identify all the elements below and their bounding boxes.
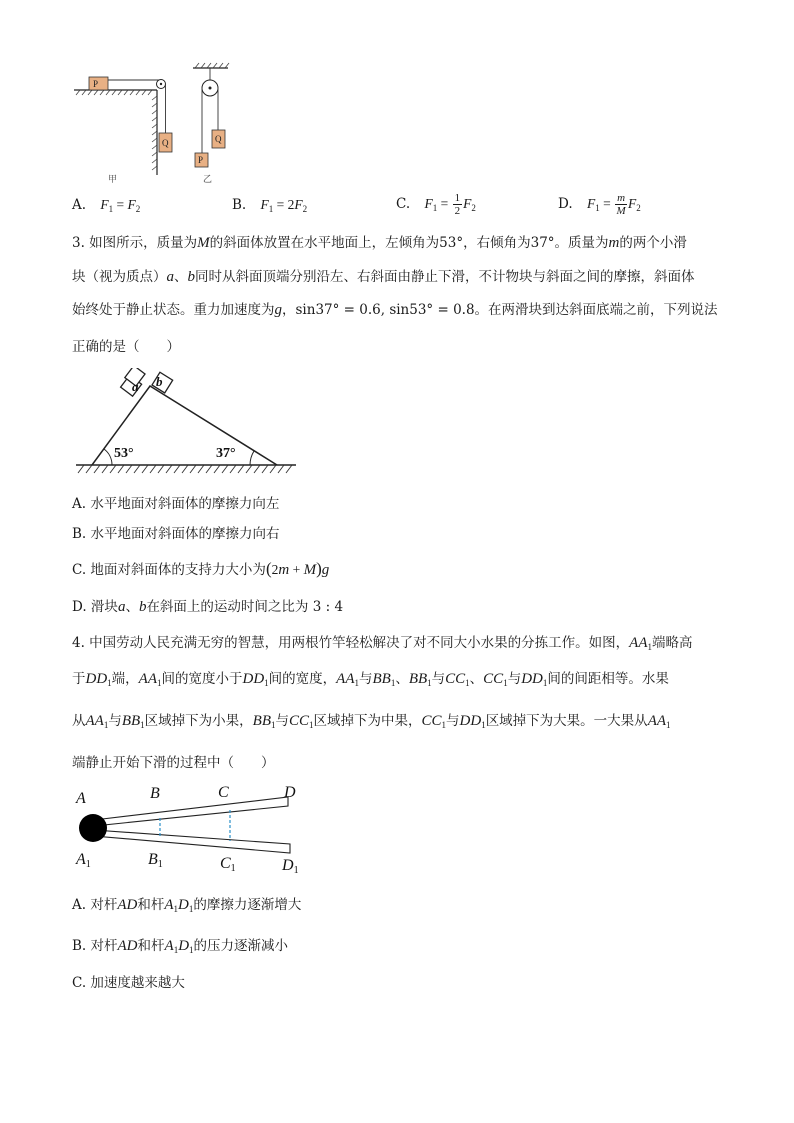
- label-C1: C1: [220, 855, 236, 874]
- caption-jia: 甲: [108, 174, 118, 184]
- label-p2: P: [198, 155, 204, 165]
- q4-option-b[interactable]: B. 对杆AD和杆$A_1D_1$的压力逐渐减小: [72, 938, 289, 955]
- label-D: D: [284, 784, 296, 801]
- block-a-label: a: [132, 379, 139, 394]
- q3-option-b[interactable]: B. 水平地面对斜面体的摩擦力向右: [72, 526, 280, 542]
- label-D1: D1: [282, 857, 299, 876]
- q2-option-d-letter: D.: [558, 196, 573, 212]
- q2-option-c[interactable]: C. $F_1$ = $\frac{1}{2}$ $F_2$: [396, 192, 476, 217]
- q3-line-4: 正确的是（ ）: [72, 339, 180, 355]
- label-p1: P: [93, 79, 99, 89]
- q3-option-a[interactable]: A. 水平地面对斜面体的摩擦力向左: [72, 496, 280, 512]
- label-q1: Q: [162, 138, 169, 148]
- block-b-label: b: [156, 374, 163, 389]
- q2-option-c-letter: C.: [396, 196, 411, 212]
- q3-line-1: 3. 如图所示，质量为M的斜面体放置在水平地面上，左倾角为53°，右倾角为37°。质量为m的两个小滑: [72, 235, 687, 251]
- q2-option-b[interactable]: B. $F_1 = 2F_2$: [232, 197, 308, 214]
- pulley-figure: [60, 55, 260, 190]
- q2-option-a[interactable]: A. $F_1 = F_2$: [72, 197, 141, 214]
- angle-37-label: 37°: [216, 446, 236, 461]
- q3-option-d[interactable]: D. 滑块a、b在斜面上的运动时间之比为 3 : 4: [72, 599, 344, 615]
- wedge-figure: [70, 368, 305, 478]
- q4-option-c[interactable]: C. 加速度越来越大: [72, 975, 185, 991]
- label-B: B: [150, 785, 160, 802]
- q2-option-a-letter: A.: [72, 197, 87, 213]
- label-A1: A1: [76, 851, 91, 870]
- angle-53-label: 53°: [114, 446, 134, 461]
- q2-option-d[interactable]: D. $F_1$ = $\frac{m}{M}$ $F_2$: [558, 192, 641, 217]
- poles-figure: [70, 780, 310, 880]
- q4-option-a[interactable]: A. 对杆AD和杆$A_1D_1$的摩擦力逐渐增大: [72, 897, 302, 914]
- q4-line-2: 于$DD_1$端，$AA_1$间的宽度小于$DD_1$间的宽度，$AA_1$与$BB_1$、$BB_1$与$CC_1$、$CC_1$与$DD_1$间的间距相等。水果: [72, 671, 669, 688]
- caption-yi: 乙: [203, 174, 213, 184]
- block-p-table: [89, 77, 108, 90]
- q3-option-c[interactable]: C. 地面对斜面体的支持力大小为(2m + M)g: [72, 559, 330, 578]
- label-B1: B1: [148, 851, 163, 870]
- fruit-ball: [79, 814, 107, 842]
- label-A: A: [76, 790, 86, 807]
- label-C: C: [218, 784, 229, 801]
- q4-line-1: 4. 中国劳动人民充满无穷的智慧，用两根竹竿轻松解决了对不同大小水果的分拣工作。如图，$AA_1$端略高: [72, 635, 693, 652]
- q3-line-3: 始终处于静止状态。重力加速度为g，sin37° = 0.6, sin53° = 0.8。在两滑块到达斜面底端之前，下列说法: [72, 302, 718, 318]
- q4-line-4: 端静止开始下滑的过程中（ ）: [72, 755, 275, 771]
- q2-option-b-letter: B.: [232, 197, 247, 213]
- q3-line-2: 块（视为质点）a、b同时从斜面顶端分别沿左、右斜面由静止下滑，不计物块与斜面之间的摩擦，斜面体: [72, 269, 695, 285]
- q4-line-3: 从$AA_1$与$BB_1$区域掉下为小果，$BB_1$与$CC_1$区域掉下为中果，$CC_1$与$DD_1$区域掉下为大果。一大果从$AA_1$: [72, 713, 671, 730]
- label-q2: Q: [215, 134, 222, 144]
